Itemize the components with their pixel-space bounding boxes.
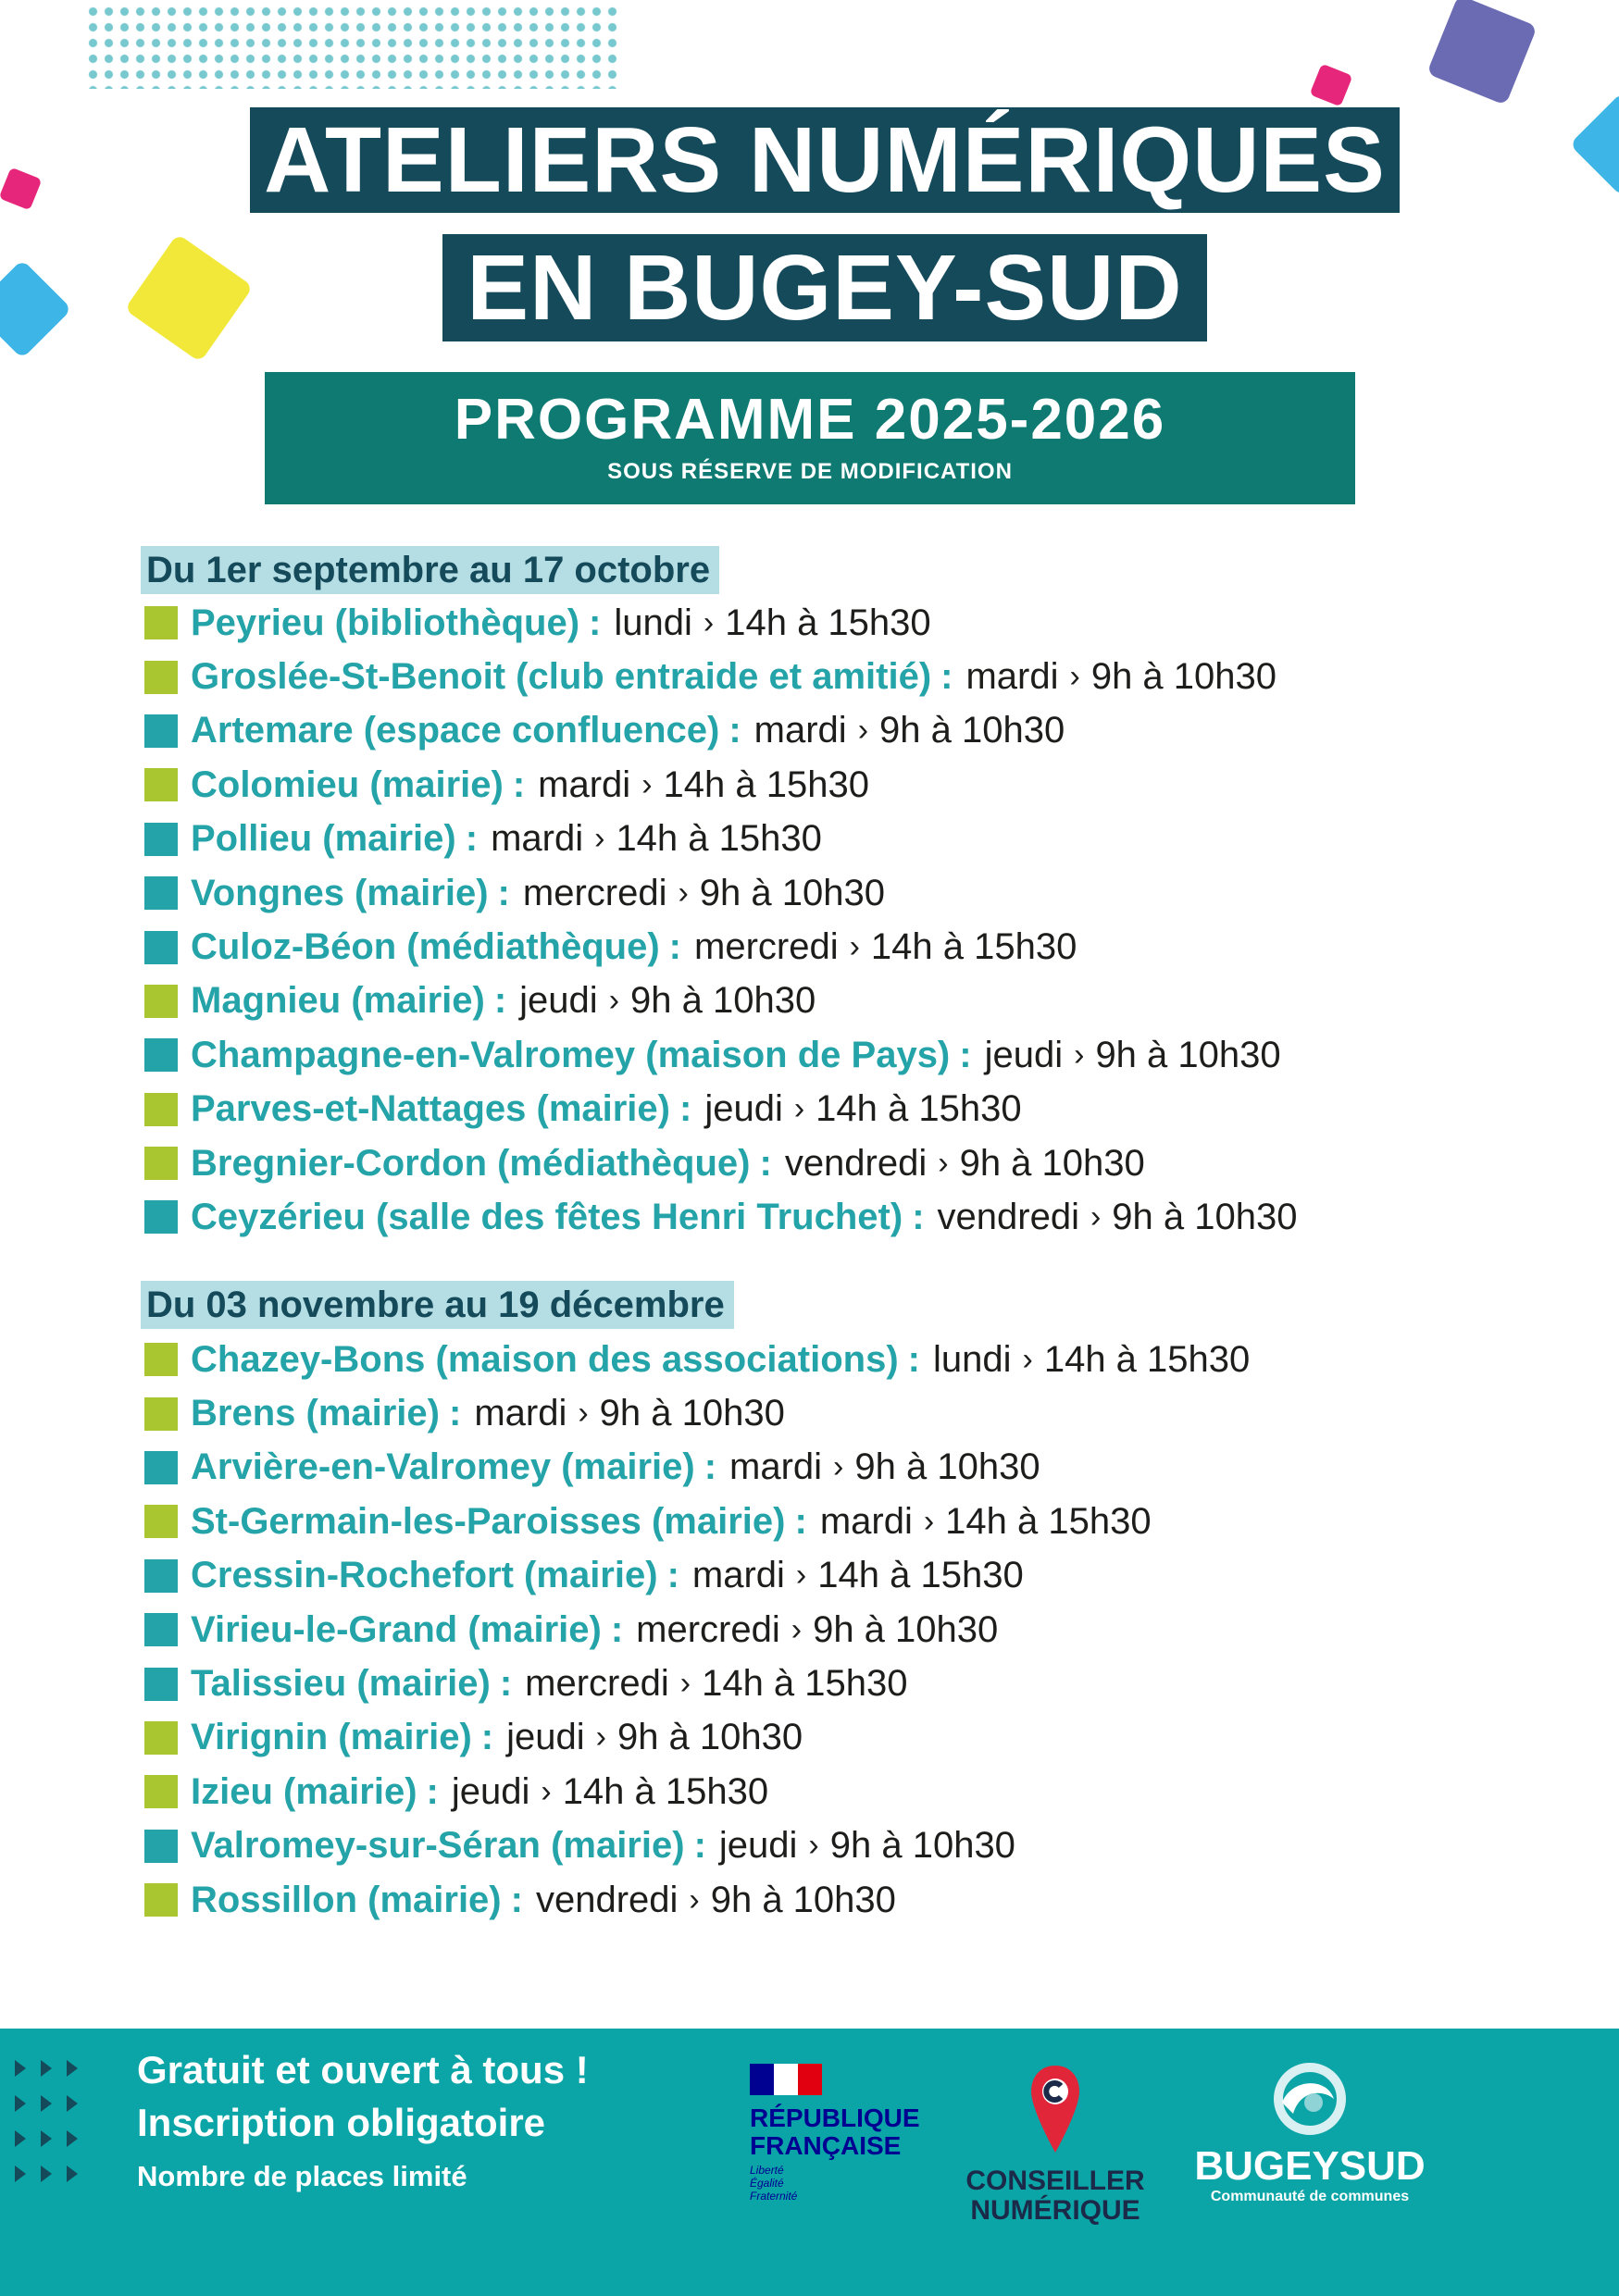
time-slot: 14h à 15h30 [816, 1088, 1022, 1130]
separator: : [959, 1034, 972, 1075]
schedule-row [144, 1028, 1477, 1082]
disclaimer: SOUS RÉSERVE DE MODIFICATION [607, 459, 1013, 484]
separator: : [729, 710, 741, 751]
chevron-right-icon: › [1090, 1198, 1102, 1235]
chevron-right-icon: › [791, 1611, 803, 1647]
chevron-right-icon: › [641, 766, 653, 802]
schedule-row [144, 1083, 1477, 1136]
footer-registration-text: Inscription obligatoire [137, 2101, 546, 2144]
bs-subtitle: Communauté de communes [1210, 2189, 1410, 2204]
schedule-row [144, 704, 1477, 758]
weekday: mardi [538, 763, 631, 805]
programme-banner [265, 372, 1355, 504]
separator: : [679, 1088, 692, 1130]
decor-square-yellow [124, 233, 253, 362]
bullet-square-icon [144, 661, 178, 694]
chevron-right-icon: › [923, 1503, 935, 1539]
bullet-square-icon [144, 1200, 178, 1234]
bullet-square-icon [144, 1397, 178, 1431]
bullet-square-icon [144, 714, 178, 748]
title-line-1: ATELIERS NUMÉRIQUES [250, 107, 1400, 213]
chevron-right-icon: › [808, 1828, 819, 1864]
chevron-right-icon: › [795, 1558, 807, 1594]
separator: : [589, 602, 602, 643]
schedule-row [144, 1190, 1477, 1244]
bullet-square-icon [144, 1721, 178, 1755]
schedule-row [144, 1549, 1477, 1603]
bugeysud-logo [1180, 2062, 1439, 2205]
schedule-row [144, 1657, 1477, 1710]
weekday: mercredi [525, 1663, 669, 1705]
time-slot: 14h à 15h30 [945, 1500, 1152, 1542]
schedule-row [144, 813, 1477, 866]
chevron-right-icon: › [678, 875, 689, 911]
chevron-right-icon: › [578, 1396, 589, 1432]
time-slot: 9h à 10h30 [630, 980, 816, 1022]
weekday: mardi [753, 710, 847, 751]
time-slot: 9h à 10h30 [1112, 1196, 1298, 1237]
time-slot: 9h à 10h30 [959, 1142, 1145, 1184]
schedule-row [144, 596, 1477, 650]
time-slot: 9h à 10h30 [813, 1608, 999, 1650]
arrow-pattern-icon [15, 2060, 98, 2199]
chevron-right-icon: › [938, 1145, 949, 1181]
chevron-right-icon: › [608, 983, 620, 1019]
time-slot: 9h à 10h30 [1090, 656, 1277, 698]
decor-square-pink-left [0, 168, 42, 211]
schedule-row [144, 1819, 1477, 1873]
chevron-right-icon: › [1069, 659, 1080, 695]
venue-name: Culoz-Béon (médiathèque) [191, 926, 660, 968]
venue-name: Pollieu (mairie) [191, 818, 456, 860]
schedule-row [144, 1495, 1477, 1548]
period-1-label: Du 1er septembre au 17 octobre [141, 546, 719, 594]
time-slot: 14h à 15h30 [702, 1663, 908, 1705]
bullet-square-icon [144, 1343, 178, 1376]
bullet-square-icon [144, 1093, 178, 1126]
weekday: mardi [819, 1500, 913, 1542]
time-slot: 9h à 10h30 [616, 1717, 803, 1758]
weekday: vendredi [535, 1879, 679, 1920]
separator: : [499, 1663, 513, 1705]
bullet-square-icon [144, 1830, 178, 1863]
separator: : [940, 656, 953, 698]
venue-name: Chazey-Bons (maison des associations) [191, 1338, 899, 1380]
decor-square-blue-left [0, 259, 72, 358]
chevron-right-icon: › [1074, 1036, 1085, 1073]
weekday: jeudi [984, 1034, 1064, 1075]
separator: : [497, 872, 510, 913]
separator: : [912, 1196, 925, 1237]
weekday: lundi [614, 602, 692, 643]
french-flag-icon [750, 2064, 822, 2095]
schedule-row [144, 1386, 1477, 1440]
bullet-square-icon [144, 985, 178, 1018]
bullet-square-icon [144, 876, 178, 910]
bs-name: BUGEYSUD [1194, 2143, 1426, 2189]
venue-name: Valromey-sur-Séran (mairie) [191, 1825, 685, 1867]
venue-name: Colomieu (mairie) [191, 763, 504, 805]
separator: : [759, 1142, 772, 1184]
schedule-row [144, 1765, 1477, 1818]
schedule-row [144, 758, 1477, 812]
separator: : [510, 1879, 523, 1920]
rf-motto-2: Égalité [750, 2177, 784, 2190]
separator: : [512, 763, 526, 805]
schedule-row [144, 1873, 1477, 1927]
bullet-square-icon [144, 1505, 178, 1538]
wave-swirl-icon [1273, 2062, 1347, 2136]
rf-name-2: FRANÇAISE [750, 2131, 902, 2160]
cn-line-2: NUMÉRIQUE [970, 2195, 1140, 2226]
venue-name: Brens (mairie) [191, 1393, 440, 1434]
venue-name: Parves-et-Nattages (mairie) [191, 1088, 670, 1130]
venue-name: Bregnier-Cordon (médiathèque) [191, 1142, 751, 1184]
decor-square-purple [1426, 0, 1538, 105]
weekday: vendredi [937, 1196, 1079, 1237]
weekday: jeudi [506, 1717, 585, 1758]
venue-name: Groslée-St-Benoit (club entraide et amitié) [191, 656, 932, 698]
separator: : [666, 1555, 679, 1596]
chevron-right-icon: › [703, 604, 715, 640]
chevron-right-icon: › [595, 1719, 606, 1756]
separator: : [907, 1338, 920, 1380]
time-slot: 9h à 10h30 [829, 1825, 1015, 1867]
chevron-right-icon: › [833, 1449, 844, 1485]
time-slot: 14h à 15h30 [870, 926, 1077, 968]
time-slot: 14h à 15h30 [562, 1770, 769, 1812]
separator: : [693, 1825, 706, 1867]
period-1-list [144, 596, 1477, 1245]
time-slot: 9h à 10h30 [854, 1446, 1040, 1488]
decor-square-blue-right [1569, 92, 1619, 196]
separator: : [465, 818, 479, 860]
republique-francaise-logo [750, 2064, 926, 2203]
separator: : [794, 1500, 807, 1542]
time-slot: 14h à 15h30 [817, 1555, 1024, 1596]
chevron-right-icon: › [689, 1881, 700, 1917]
footer-places-text: Nombre de places limité [137, 2160, 467, 2192]
map-pin-icon [1027, 2064, 1083, 2156]
time-slot: 9h à 10h30 [710, 1879, 896, 1920]
bullet-square-icon [144, 1559, 178, 1593]
chevron-right-icon: › [849, 929, 860, 965]
weekday: vendredi [784, 1142, 928, 1184]
period-2-list [144, 1333, 1477, 1927]
venue-name: Champagne-en-Valromey (maison de Pays) [191, 1034, 951, 1075]
venue-name: Arvière-en-Valromey (mairie) [191, 1446, 695, 1488]
weekday: jeudi [451, 1770, 530, 1812]
schedule-row [144, 974, 1477, 1028]
bullet-square-icon [144, 1775, 178, 1808]
bullet-square-icon [144, 1883, 178, 1917]
chevron-right-icon: › [793, 1091, 805, 1127]
bullet-square-icon [144, 1147, 178, 1180]
bullet-square-icon [144, 1038, 178, 1072]
venue-name: Izieu (mairie) [191, 1770, 417, 1812]
schedule-row [144, 1333, 1477, 1386]
venue-name: Virignin (mairie) [191, 1717, 472, 1758]
schedule-row [144, 1441, 1477, 1495]
chevron-right-icon: › [594, 821, 605, 857]
rf-name-1: RÉPUBLIQUE [750, 2104, 920, 2132]
title-line-2: EN BUGEY-SUD [442, 234, 1207, 341]
weekday: mercredi [694, 926, 839, 968]
weekday: jeudi [704, 1088, 783, 1130]
venue-name: Ceyzérieu (salle des fêtes Henri Truchet) [191, 1196, 903, 1237]
weekday: jeudi [718, 1825, 798, 1867]
separator: : [493, 980, 507, 1022]
separator: : [426, 1770, 439, 1812]
time-slot: 14h à 15h30 [725, 602, 931, 643]
bullet-square-icon [144, 768, 178, 801]
footer-free-text: Gratuit et ouvert à tous ! [137, 2048, 589, 2091]
venue-name: Virieu-le-Grand (mairie) [191, 1608, 602, 1650]
time-slot: 9h à 10h30 [1095, 1034, 1281, 1075]
weekday: jeudi [519, 980, 598, 1022]
weekday: mercredi [522, 872, 667, 913]
schedule-row [144, 650, 1477, 703]
venue-name: St-Germain-les-Paroisses (mairie) [191, 1500, 786, 1542]
weekday: mardi [474, 1393, 567, 1434]
schedule-row [144, 866, 1477, 920]
chevron-right-icon: › [541, 1773, 552, 1809]
weekday: mardi [729, 1446, 823, 1488]
bullet-square-icon [144, 1668, 178, 1701]
time-slot: 9h à 10h30 [879, 710, 1065, 751]
decor-square-pink [1310, 64, 1353, 107]
time-slot: 14h à 15h30 [616, 818, 822, 860]
time-slot: 9h à 10h30 [699, 872, 885, 913]
weekday: mardi [965, 656, 1059, 698]
schedule-row [144, 1136, 1477, 1190]
cn-line-1: CONSEILLER [965, 2166, 1145, 2196]
bullet-square-icon [144, 1451, 178, 1484]
conseiller-numerique-logo [963, 2064, 1148, 2226]
weekday: mardi [691, 1555, 785, 1596]
bullet-square-icon [144, 606, 178, 639]
weekday: mercredi [636, 1608, 780, 1650]
venue-name: Rossillon (mairie) [191, 1879, 502, 1920]
separator: : [448, 1393, 462, 1434]
separator: : [668, 926, 681, 968]
separator: : [704, 1446, 717, 1488]
venue-name: Vongnes (mairie) [191, 872, 489, 913]
schedule-row [144, 920, 1477, 974]
chevron-right-icon: › [679, 1666, 691, 1702]
rf-motto-1: Liberté [750, 2164, 784, 2177]
venue-name: Peyrieu (bibliothèque) [191, 602, 580, 643]
period-2-label: Du 03 novembre au 19 décembre [141, 1281, 734, 1329]
schedule-row [144, 1711, 1477, 1765]
venue-name: Cressin-Rochefort (mairie) [191, 1555, 658, 1596]
time-slot: 9h à 10h30 [599, 1393, 785, 1434]
venue-name: Artemare (espace confluence) [191, 710, 720, 751]
weekday: mardi [491, 818, 584, 860]
rf-motto-3: Fraternité [750, 2190, 798, 2203]
separator: : [610, 1608, 624, 1650]
programme-title: PROGRAMME 2025-2026 [454, 388, 1166, 452]
time-slot: 14h à 15h30 [663, 763, 869, 805]
chevron-right-icon: › [1022, 1341, 1033, 1377]
weekday: lundi [932, 1338, 1012, 1380]
chevron-right-icon: › [857, 713, 869, 749]
schedule-row [144, 1603, 1477, 1657]
venue-name: Talissieu (mairie) [191, 1663, 491, 1705]
separator: : [480, 1717, 494, 1758]
bullet-square-icon [144, 1613, 178, 1646]
venue-name: Magnieu (mairie) [191, 980, 485, 1022]
bullet-square-icon [144, 823, 178, 856]
bullet-square-icon [144, 931, 178, 964]
time-slot: 14h à 15h30 [1043, 1338, 1251, 1380]
dot-pattern [85, 4, 620, 89]
